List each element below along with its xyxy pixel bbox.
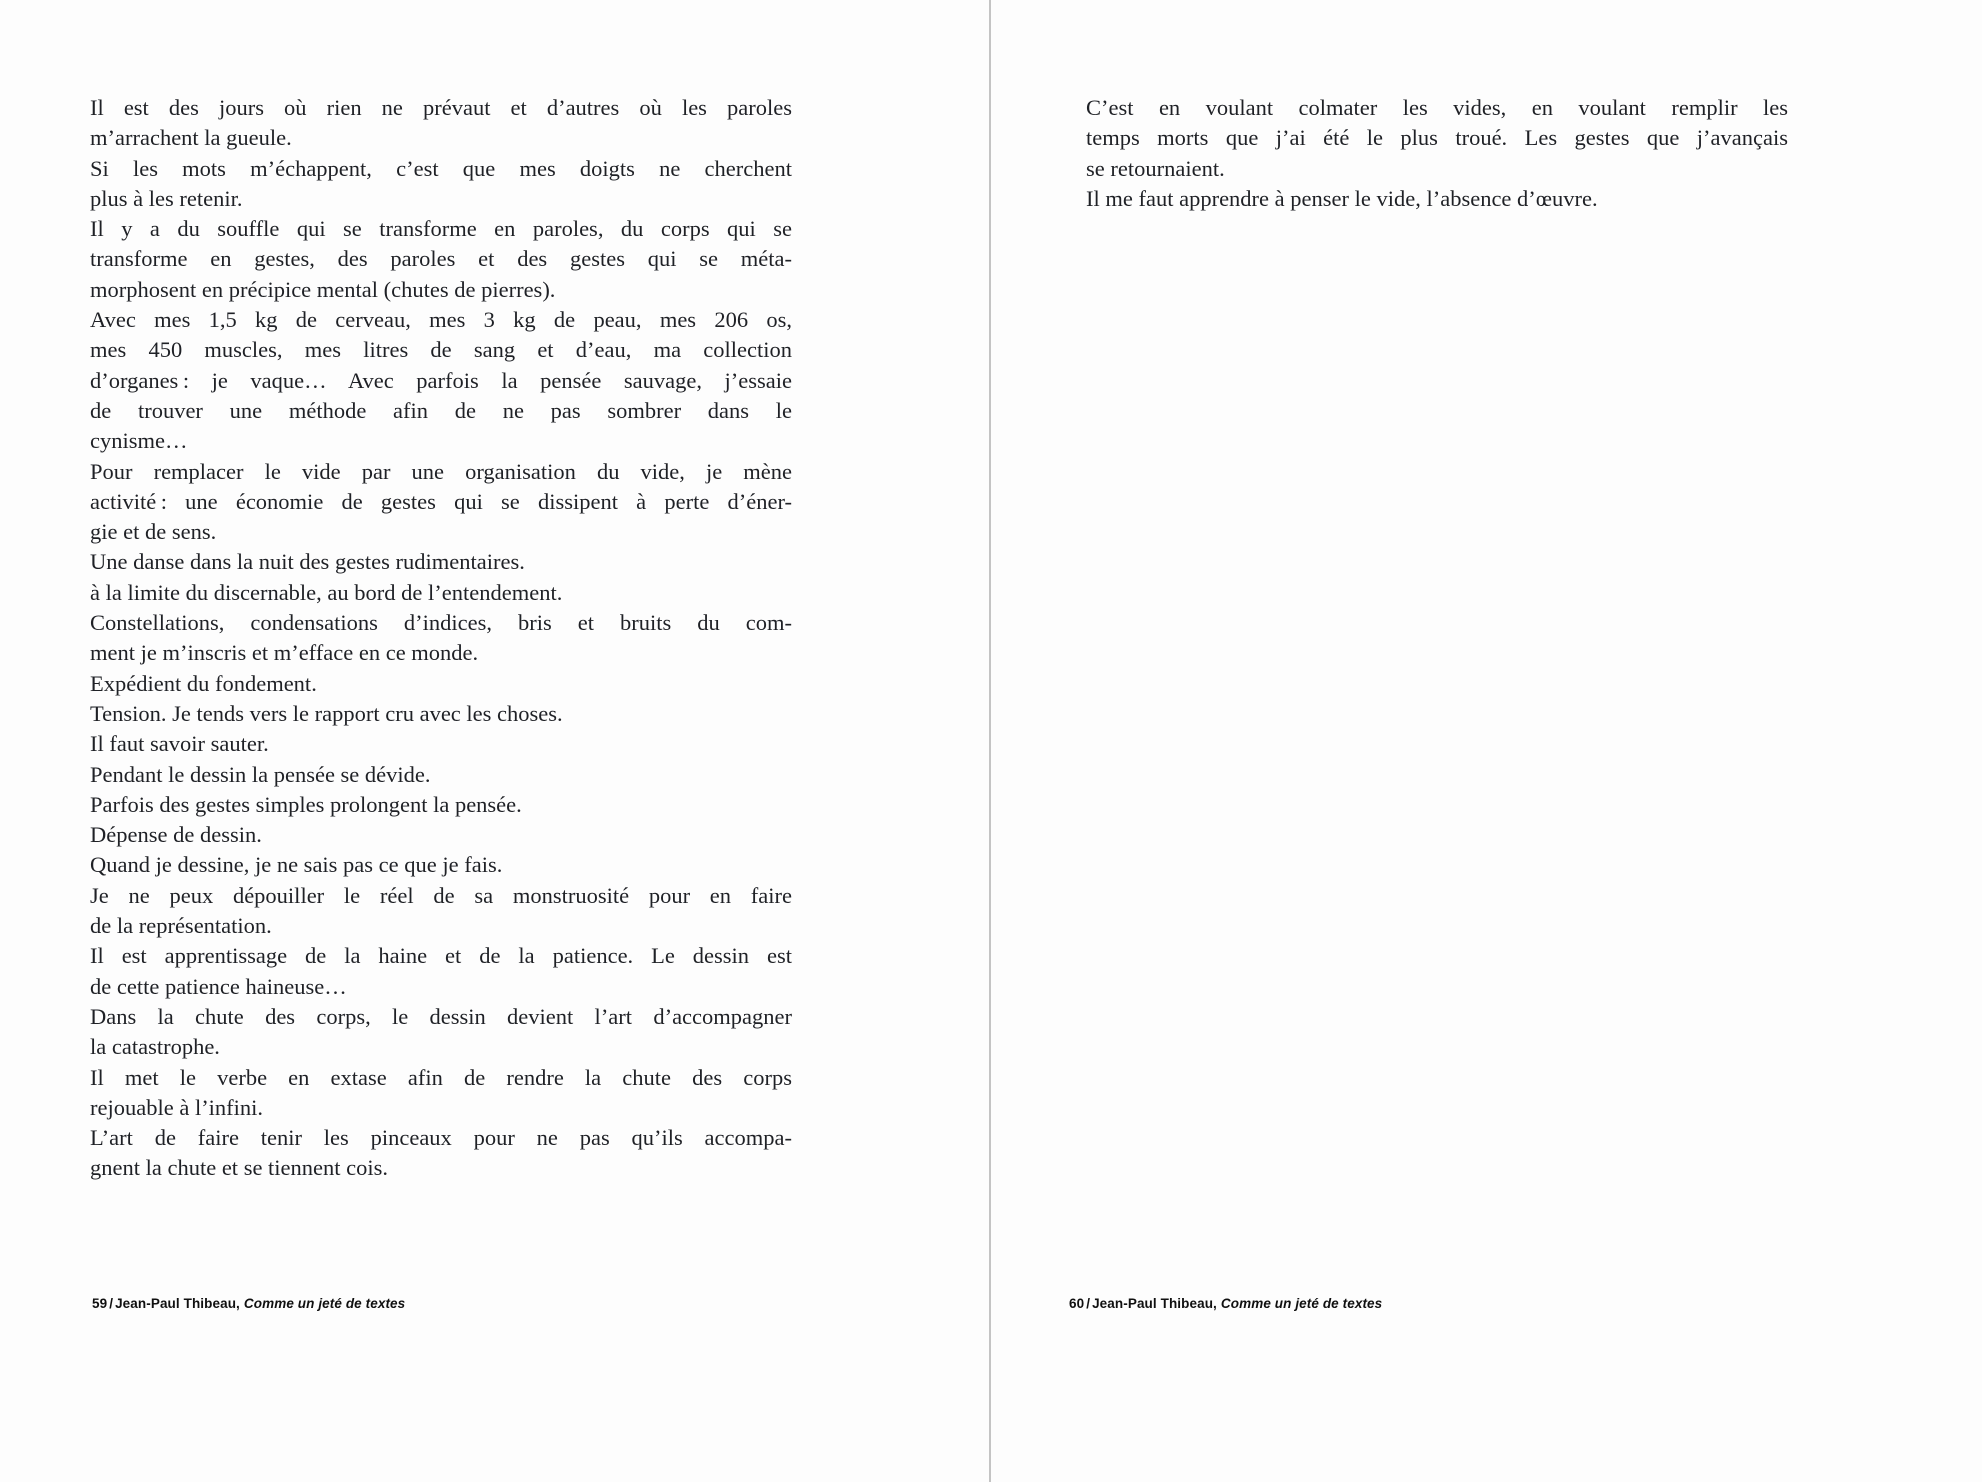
text-line: Pour remplacer le vide par une organisation du vide, je mène (90, 458, 792, 484)
page-footer (1069, 1296, 1382, 1311)
text-line: cynisme… (90, 428, 188, 454)
text-line: Il me faut apprendre à penser le vide, l’absence d’œuvre. (1086, 185, 1598, 211)
text-line: morphosent en précipice mental (chutes de pierres). (90, 276, 556, 302)
text-line: la catastrophe. (90, 1034, 220, 1060)
text-line: transforme en gestes, des paroles et des gestes qui se méta- (90, 246, 792, 272)
text-line: plus à les retenir. (90, 185, 243, 211)
page-right-text (1086, 93, 1788, 214)
footer-separator: / (109, 1296, 114, 1311)
text-line: Avec mes 1,5 kg de cerveau, mes 3 kg de peau, mes 206 os, (90, 307, 792, 333)
text-line: Une danse dans la nuit des gestes rudimentaires. (90, 549, 525, 575)
text-line: Il y a du souffle qui se transforme en paroles, du corps qui se (90, 216, 792, 242)
text-line: Il est apprentissage de la haine et de la patience. Le dessin est (90, 943, 792, 969)
footer-page-number: 59 (92, 1296, 108, 1311)
text-line: mes 450 muscles, mes litres de sang et d’eau, ma collection (90, 337, 792, 363)
footer-book-title: Comme un jeté de textes (243, 1296, 406, 1311)
text-line: m’arrachent la gueule. (90, 125, 292, 151)
text-line: Tension. Je tends vers le rapport cru avec les choses. (90, 700, 563, 726)
text-line: ment je m’inscris et m’efface en ce monde. (90, 640, 479, 666)
text-line: gnent la chute et se tiennent cois. (90, 1155, 389, 1181)
text-line: Dépense de dessin. (90, 822, 262, 848)
text-line: gie et de sens. (90, 519, 217, 545)
text-line: se retournaient. (1086, 155, 1225, 181)
text-line: C’est en voulant colmater les vides, en voulant remplir les (1086, 95, 1788, 120)
footer-separator: / (1086, 1296, 1091, 1311)
text-line: Si les mots m’échappent, c’est que mes doigts ne cherchent (90, 155, 792, 181)
text-line: Il faut savoir sauter. (90, 731, 269, 757)
text-line: à la limite du discernable, au bord de l’entendement. (90, 579, 563, 605)
text-line: de trouver une méthode afin de ne pas sombrer dans le (90, 397, 792, 423)
page-right (991, 0, 1982, 1482)
text-line: Expédient du fondement. (90, 670, 317, 696)
text-line: temps morts que j’ai été le plus troué. Les gestes que j’avançais (1086, 125, 1788, 151)
page-footer (92, 1296, 405, 1311)
text-line: Je ne peux dépouiller le réel de sa monstruosité pour en faire (90, 882, 792, 908)
text-line: Constellations, condensations d’indices, bris et bruits du com- (90, 610, 792, 636)
text-line: Dans la chute des corps, le dessin devient l’art d’accompagner (90, 1003, 792, 1029)
footer-page-number: 60 (1069, 1296, 1085, 1311)
text-line: Il met le verbe en extase afin de rendre la chute des corps (90, 1064, 792, 1090)
text-line: Il est des jours où rien ne prévaut et d’autres où les paroles (90, 95, 792, 120)
footer-author: Jean-Paul Thibeau, (115, 1296, 240, 1311)
text-line: L’art de faire tenir les pinceaux pour ne pas qu’ils accompa- (90, 1125, 792, 1151)
text-line: Pendant le dessin la pensée se dévide. (90, 761, 431, 787)
footer-book-title: Comme un jeté de textes (1220, 1296, 1383, 1311)
text-line: de cette patience haineuse… (90, 973, 347, 999)
page-left-text (90, 93, 792, 1184)
text-line: Parfois des gestes simples prolongent la pensée. (90, 791, 522, 817)
footer-author: Jean-Paul Thibeau, (1092, 1296, 1217, 1311)
text-line: activité : une économie de gestes qui se dissipent à perte d’éner- (90, 488, 792, 514)
text-line: de la représentation. (90, 913, 272, 939)
text-line: Quand je dessine, je ne sais pas ce que je fais. (90, 852, 503, 878)
text-line: rejouable à l’infini. (90, 1094, 264, 1120)
text-line: d’organes : je vaque… Avec parfois la pensée sauvage, j’essaie (90, 367, 792, 393)
